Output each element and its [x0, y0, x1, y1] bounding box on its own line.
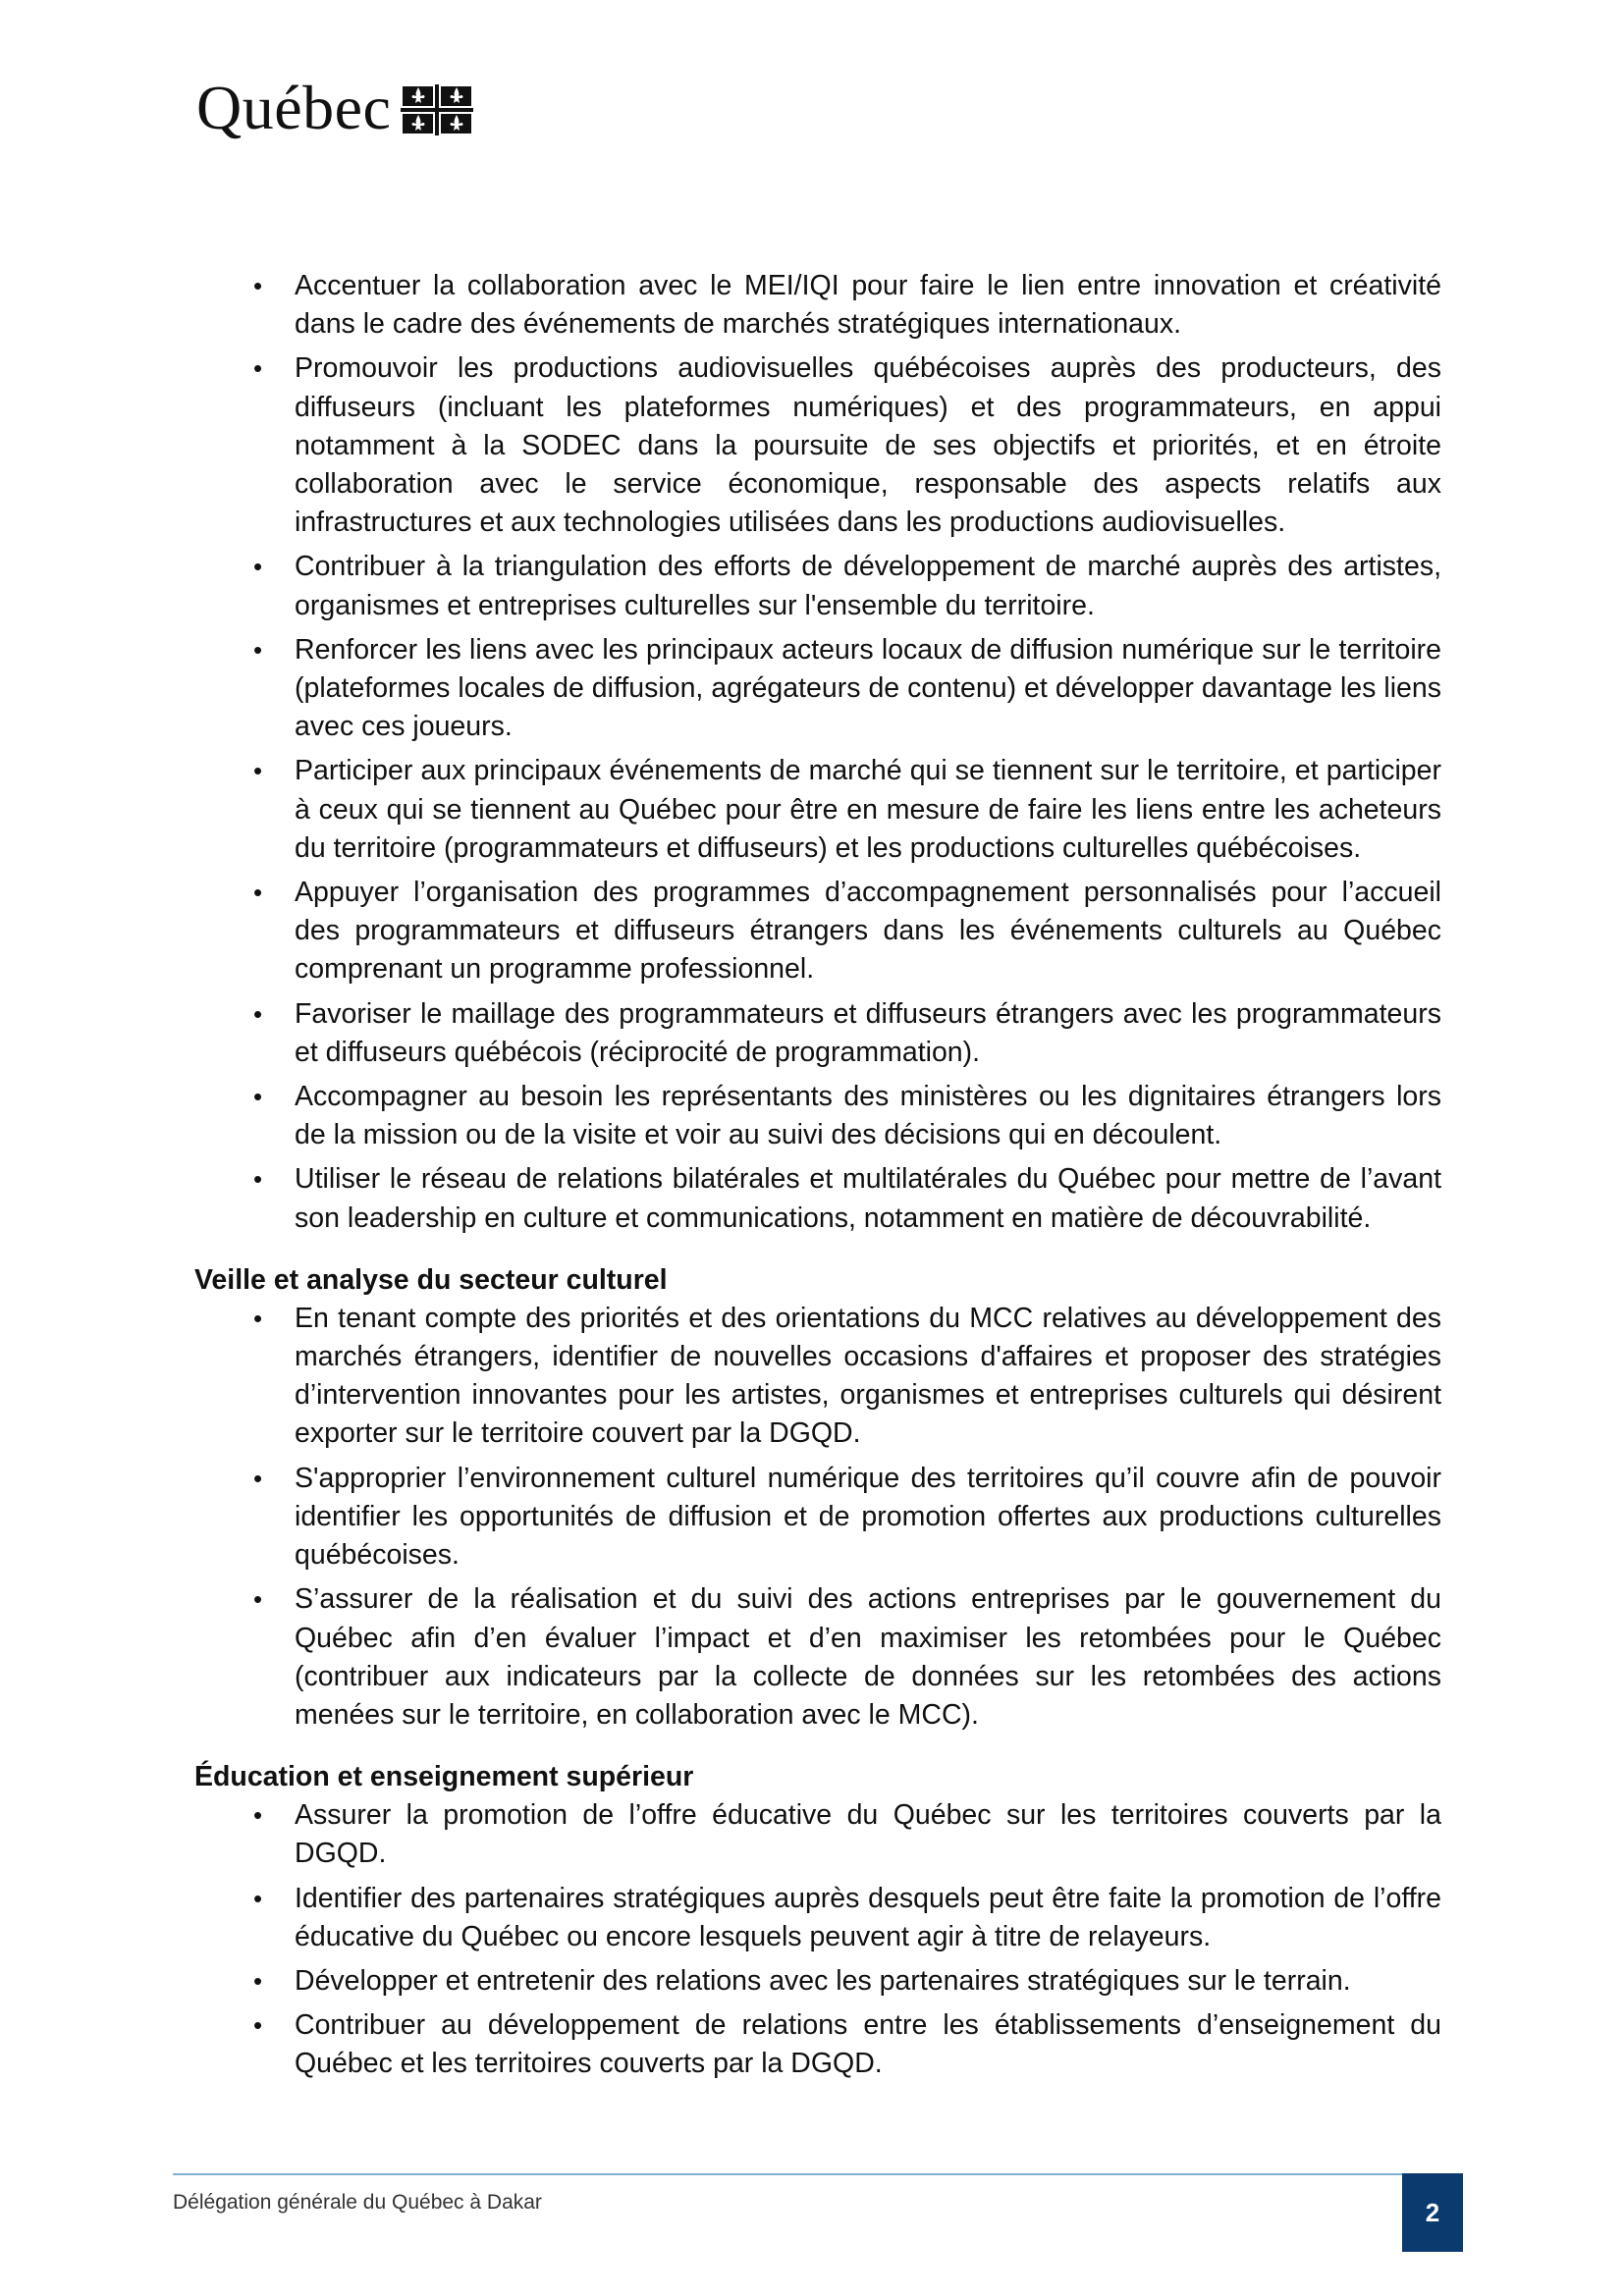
list-item: • Développer et entretenir des relations avec les partenaires stratégiques sur le terrain.	[194, 1962, 1441, 2001]
list-item: • Appuyer l’organisation des programmes d’accompagnement personnalisés pour l’accueil des programmateurs et diffuseurs étrangers dans les événements culturels au Québec comprenant un programme professionnel.	[194, 874, 1441, 989]
bullet-icon: •	[253, 1800, 263, 1831]
list-item: • Promouvoir les productions audiovisuelles québécoises auprès des producteurs, des diffuseurs (incluant les plateformes numériques) et des programmateurs, en appui notamment à la SODEC dans la poursuite de ses objectifs et priorités, et en étroite collaboration avec le service économique, responsable des aspects relatifs aux infrastructures et aux technologies utilisées dans les productions audiovisuelles.	[194, 349, 1441, 542]
education-bullet-list	[194, 1796, 1441, 2083]
veille-bullet-list	[194, 1300, 1441, 1735]
bullet-icon: •	[253, 878, 263, 908]
section-heading-veille: Veille et analyse du secteur culturel	[194, 1263, 668, 1296]
quebec-logo	[196, 73, 473, 142]
list-item: • Contribuer au développement de relations entre les établissements d’enseignement du Québec et les territoires couverts par la DGQD.	[194, 2006, 1441, 2083]
list-item: • Accompagner au besoin les représentants des ministères ou les dignitaires étrangers lors de la mission ou de la visite et voir au suivi des décisions qui en découlent.	[194, 1078, 1441, 1154]
list-item: • S'approprier l’environnement culturel numérique des territoires qu’il couvre afin de pouvoir identifier les opportunités de diffusion et de promotion offertes aux productions culturelles québécoises.	[194, 1460, 1441, 1575]
fleur-de-lis-flag-icon	[401, 84, 473, 135]
list-item: • Favoriser le maillage des programmateurs et diffuseurs étrangers avec les programmateurs et diffuseurs québécois (réciprocité de programmation).	[194, 995, 1441, 1072]
bullet-icon: •	[253, 998, 263, 1029]
bullet-icon: •	[253, 634, 263, 665]
footer-divider	[173, 2173, 1402, 2175]
list-item: • Assurer la promotion de l’offre éducative du Québec sur les territoires couverts par la DGQD.	[194, 1796, 1441, 1873]
bullet-icon: •	[253, 756, 263, 786]
document-body	[194, 267, 1441, 2090]
list-item: • Identifier des partenaires stratégiques auprès desquels peut être faite la promotion de l’offre éducative du Québec ou encore lesquels peuvent agir à titre de relayeurs.	[194, 1880, 1441, 1956]
list-item: • Contribuer à la triangulation des efforts de développement de marché auprès des artistes, organismes et entreprises culturelles sur l'ensemble du territoire.	[194, 548, 1441, 624]
bullet-icon: •	[253, 1883, 263, 1913]
bullet-icon: •	[253, 271, 263, 300]
section-heading-education: Éducation et enseignement supérieur	[194, 1761, 694, 1793]
list-item: • Participer aux principaux événements de marché qui se tiennent sur le territoire, et participer à ceux qui se tiennent au Québec pour être en mesure de faire les liens entre les acheteurs du territoire (programmateurs et diffuseurs) et les productions culturelles québécoises.	[194, 752, 1441, 868]
list-item: • Accentuer la collaboration avec le MEI/IQI pour faire le lien entre innovation et créativité dans le cadre des événements de marchés stratégiques internationaux.	[194, 267, 1441, 344]
list-item: • S’assurer de la réalisation et du suivi des actions entreprises par le gouvernement du Québec afin d’en évaluer l’impact et d’en maximiser les retombées pour le Québec (contribuer aux indicateurs par la collecte de données sur les retombées des actions menées sur le territoire, en collaboration avec le MCC).	[194, 1580, 1441, 1735]
list-item: • Renforcer les liens avec les principaux acteurs locaux de diffusion numérique sur le territoire (plateformes locales de diffusion, agrégateurs de contenu) et développer davantage les liens avec ces joueurs.	[194, 631, 1441, 747]
bullet-icon: •	[253, 1164, 263, 1195]
page-number-badge: 2	[1402, 2173, 1463, 2252]
intro-bullet-list	[194, 267, 1441, 1238]
bullet-icon: •	[253, 353, 263, 384]
bullet-icon: •	[253, 1303, 263, 1333]
list-item: • Utiliser le réseau de relations bilatérales et multilatérales du Québec pour mettre de l’avant son leadership en culture et communications, notamment en matière de découvrabilité.	[194, 1160, 1441, 1237]
bullet-icon: •	[253, 1584, 263, 1615]
bullet-icon: •	[253, 1463, 263, 1493]
bullet-icon: •	[253, 2010, 263, 2041]
bullet-icon: •	[253, 1082, 263, 1112]
list-item: • En tenant compte des priorités et des orientations du MCC relatives au développement des marchés étrangers, identifier de nouvelles occasions d'affaires et proposer des stratégies d’intervention innovantes pour les artistes, organismes et entreprises culturels qui désirent exporter sur le territoire couvert par la DGQD.	[194, 1300, 1441, 1454]
logo-wordmark: Québec	[196, 73, 392, 142]
footer-text: Délégation générale du Québec à Dakar	[173, 2191, 542, 2214]
bullet-icon: •	[253, 552, 263, 582]
bullet-icon: •	[253, 1965, 263, 1996]
